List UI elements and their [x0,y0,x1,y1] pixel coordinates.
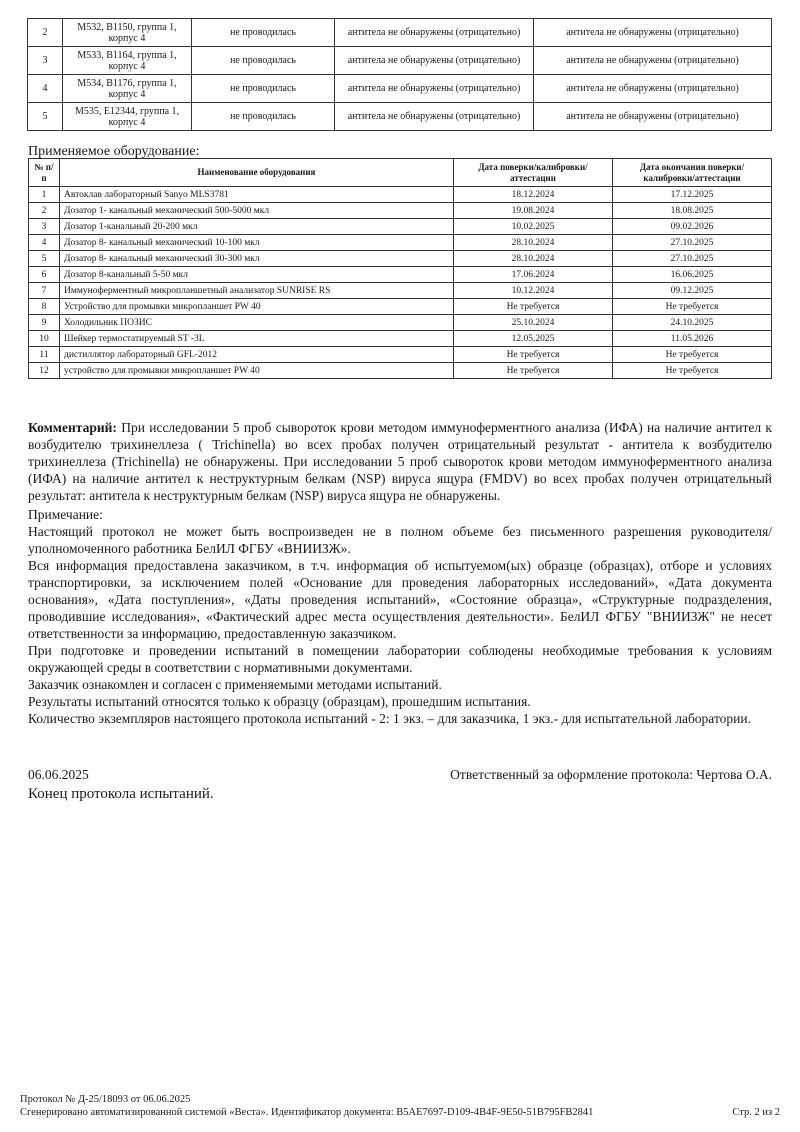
table-row [29,187,772,203]
date-from: 28.10.2024 [454,251,613,267]
results-table [27,18,772,131]
table-row [29,203,772,219]
row-number: 7 [29,283,60,299]
note-paragraph: Результаты испытаний относятся только к образцу (образцам), прошедшим испытания. [28,694,531,709]
comment-paragraph [28,419,772,504]
row-number: 8 [29,299,60,315]
row-number: 5 [29,251,60,267]
row-number: 4 [28,75,63,103]
note-title: Примечание: [28,507,103,522]
page-footer [20,1093,780,1119]
sample-id: M534, B1176, группа 1, корпус 4 [63,75,192,103]
table-row [29,331,772,347]
equipment-name: дистиллятор лабораторный GFL-2012 [60,347,454,363]
table-row [28,103,772,131]
equipment-table [28,158,772,379]
date-from: 18.12.2024 [454,187,613,203]
equipment-name: Дозатор 1-канальный 20-200 мкл [60,219,454,235]
comment-label: Комментарий: [28,420,117,435]
row-number: 2 [29,203,60,219]
date-to: 27.10.2025 [613,235,772,251]
header-date-to: Дата окончания поверки/калибровки/аттестации [613,159,772,187]
result-cell: антитела не обнаружены (отрицательно) [534,103,772,131]
date-to: 24.10.2025 [613,315,772,331]
equipment-name: Устройство для промывки микропланшет PW 40 [60,299,454,315]
result-cell: антитела не обнаружены (отрицательно) [335,75,534,103]
result-cell: антитела не обнаружены (отрицательно) [534,19,772,47]
result-cell: антитела не обнаружены (отрицательно) [534,75,772,103]
date-to: 16.06.2025 [613,267,772,283]
equipment-name: Дозатор 8- канальный механический 10-100 мкл [60,235,454,251]
equipment-name: Дозатор 8-канальный 5-50 мкл [60,267,454,283]
header-number: № п/п [29,159,60,187]
date-to: Не требуется [613,299,772,315]
table-row [29,235,772,251]
note-paragraph: Количество экземпляров настоящего протокола испытаний - 2: 1 экз. – для заказчика, 1 экз.- для испытательной лаборатории. [28,711,751,726]
test-status: не проводилась [192,75,335,103]
row-number: 5 [28,103,63,131]
footer-protocol: Протокол № Д-25/18093 от 06.06.2025 [20,1094,191,1105]
table-row [29,315,772,331]
table-header-row [29,159,772,187]
table-row [28,75,772,103]
equipment-name: Иммуноферментный микропланшетный анализатор SUNRISE RS [60,283,454,299]
equipment-name: Шейкер термостатируемый ST -3L [60,331,454,347]
sample-id: M533, B1164, группа 1, корпус 4 [63,47,192,75]
table-row [29,267,772,283]
date-from: Не требуется [454,347,613,363]
result-cell: антитела не обнаружены (отрицательно) [534,47,772,75]
date-to: 09.02.2026 [613,219,772,235]
table-row [29,299,772,315]
equipment-title: Применяемое оборудование: [28,144,200,159]
table-row [29,219,772,235]
note-block [28,506,772,727]
row-number: 2 [28,19,63,47]
page-number: Стр. 2 из 2 [732,1107,780,1118]
date-to: Не требуется [613,347,772,363]
note-paragraph: Вся информация предоставлена заказчиком, в т.ч. информация об испытуемом(ых) образце (образцах), отборе и условиях транспортировки, за исключением полей «Основание для проведения лабораторных исследований», «Дата документа основания», «Дата поступления», «Даты проведения испытаний», «Состояние образца», «Структурные подразделения, проводившие исследования», «Фактический адрес места осуществления деятельности». БелИЛ ФГБУ "ВНИИЗЖ" не несет ответственности за информацию, предоставленную заказчиком. [28,558,772,641]
header-date-from: Дата поверки/калибровки/аттестации [454,159,613,187]
end-of-protocol: Конец протокола испытаний. [28,786,214,802]
date-to: Не требуется [613,363,772,379]
equipment-name: Дозатор 8- канальный механический 30-300 мкл [60,251,454,267]
row-number: 10 [29,331,60,347]
table-row [29,347,772,363]
date-to: 27.10.2025 [613,251,772,267]
date-from: 12.05.2025 [454,331,613,347]
result-cell: антитела не обнаружены (отрицательно) [335,19,534,47]
date-from: 10.12.2024 [454,283,613,299]
test-status: не проводилась [192,19,335,47]
comment-text: При исследовании 5 проб сывороток крови методом иммуноферментного анализа (ИФА) на наличие антител к возбудителю трихинеллеза ( Trichinella) во всех пробах получен отрицательный результат - антитела к возбудителю трихинеллеза (Trichinella) не обнаружены. При исследовании 5 проб сывороток крови методом иммуноферментного анализа (ИФА) на наличие антител к неструктурным белкам (NSP) вируса ящура (FMDV) во всех пробах получен отрицательный результат: антитела к неструктурным белкам (NSP) вируса ящура не обнаружены. [28,420,772,503]
date-to: 18.08.2025 [613,203,772,219]
date-to: 11.05.2026 [613,331,772,347]
responsible-person: Ответственный за оформление протокола: Чертова О.А. [450,767,772,782]
row-number: 9 [29,315,60,331]
row-number: 4 [29,235,60,251]
row-number: 12 [29,363,60,379]
date-from: 25.10.2024 [454,315,613,331]
sample-id: M532, B1150, группа 1, корпус 4 [63,19,192,47]
header-name: Наименование оборудования [60,159,454,187]
sample-id: M535, E12344, группа 1, корпус 4 [63,103,192,131]
note-paragraph: Настоящий протокол не может быть воспроизведен не в полном объеме без письменного разрешения руководителя/уполномоченного работника БелИЛ ФГБУ «ВНИИЗЖ». [28,524,772,556]
table-row [29,283,772,299]
row-number: 1 [29,187,60,203]
row-number: 11 [29,347,60,363]
result-cell: антитела не обнаружены (отрицательно) [335,103,534,131]
row-number: 3 [29,219,60,235]
equipment-name: Холодильник ПОЗИС [60,315,454,331]
date-from: Не требуется [454,363,613,379]
equipment-name: Дозатор 1- канальный механический 500-5000 мкл [60,203,454,219]
date-from: 19.08.2024 [454,203,613,219]
test-status: не проводилась [192,47,335,75]
note-paragraph: При подготовке и проведении испытаний в помещении лаборатории соблюдены необходимые требования к условиям окружающей среды в соответствии с нормативными документами. [28,643,772,675]
equipment-name: Автоклав лабораторный Sanyo MLS3781 [60,187,454,203]
date-to: 17.12.2025 [613,187,772,203]
signature-date: 06.06.2025 [28,767,89,782]
date-from: 28.10.2024 [454,235,613,251]
footer-generated: Сгенерировано автоматизированной системой «Веста». Идентификатор документа: B5AE7697-D109-4B4F-9E50-51B795FB2841 [20,1107,594,1118]
result-cell: антитела не обнаружены (отрицательно) [335,47,534,75]
note-paragraph: Заказчик ознакомлен и согласен с применяемыми методами испытаний. [28,677,442,692]
row-number: 6 [29,267,60,283]
table-row [29,251,772,267]
date-from: Не требуется [454,299,613,315]
date-from: 17.06.2024 [454,267,613,283]
equipment-name: устройство для промывки микропланшет PW 40 [60,363,454,379]
date-to: 09.12.2025 [613,283,772,299]
test-status: не проводилась [192,103,335,131]
table-row [28,47,772,75]
table-row [29,363,772,379]
date-from: 10.02.2025 [454,219,613,235]
table-row [28,19,772,47]
row-number: 3 [28,47,63,75]
